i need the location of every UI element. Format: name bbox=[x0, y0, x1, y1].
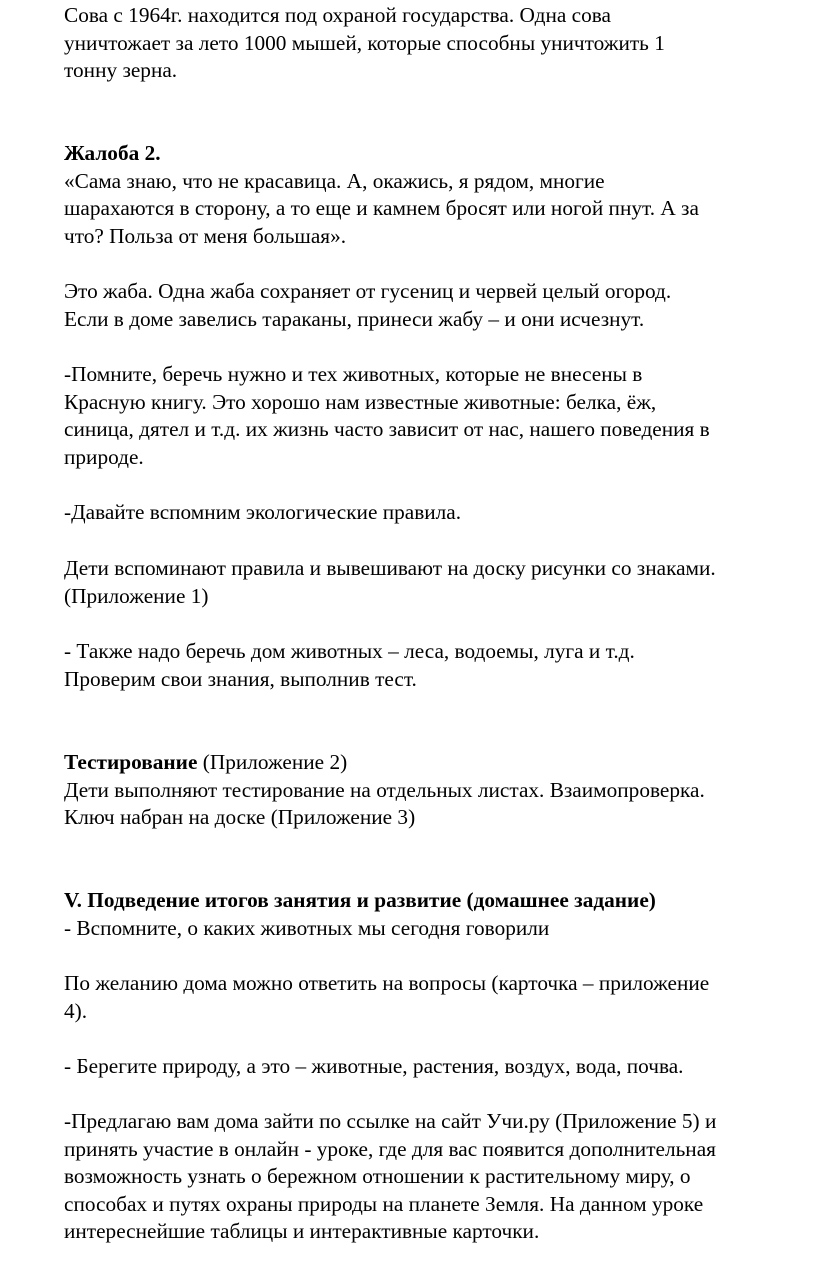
text-line: - Вспомните, о каких животных мы сегодня говорили bbox=[64, 915, 550, 940]
paragraph-toad bbox=[64, 278, 816, 333]
paragraph-uchi-ru bbox=[64, 1108, 816, 1246]
text-line: что? Польза от меня большая». bbox=[64, 223, 347, 248]
text-line: По желанию дома можно ответить на вопросы (карточка – приложение bbox=[64, 971, 710, 995]
paragraph-remember-animals bbox=[64, 361, 816, 471]
text-line: способах и путях охраны природы на планете Земля. На данном уроке bbox=[64, 1191, 704, 1216]
text-line: - Также надо беречь дом животных – леса, водоемы, луга и т.д. bbox=[64, 639, 635, 663]
text-line: интереснейшие таблицы и интерактивные карточки. bbox=[64, 1219, 540, 1244]
paragraph-complaint-2 bbox=[64, 140, 816, 250]
text-line: тонну зерна. bbox=[64, 58, 178, 83]
paragraph-homework-questions bbox=[64, 970, 816, 1025]
paragraph-owl bbox=[64, 2, 816, 85]
text-line: -Помните, беречь нужно и тех животных, которые не внесены в bbox=[64, 362, 643, 386]
text-line: -Давайте вспомним экологические правила. bbox=[64, 500, 462, 524]
text-line: уничтожает за лето 1000 мышей, которые способны уничтожить 1 bbox=[64, 30, 665, 55]
heading-suffix: (Приложение 2) bbox=[197, 750, 348, 774]
paragraph-children-rules bbox=[64, 555, 816, 610]
text-line: -Предлагаю вам дома зайти по ссылке на сайт Учи.ру (Приложение 5) и bbox=[64, 1109, 717, 1133]
section-heading: Жалоба 2. bbox=[64, 141, 161, 165]
text-line: Дети вспоминают правила и вывешивают на доску рисунки со знаками. bbox=[64, 556, 716, 580]
text-line: 4). bbox=[64, 998, 88, 1023]
paragraph-summary bbox=[64, 887, 816, 942]
section-heading: V. Подведение итогов занятия и развитие (домашнее задание) bbox=[64, 888, 656, 912]
text-line: природе. bbox=[64, 444, 144, 469]
text-line: (Приложение 1) bbox=[64, 583, 209, 608]
text-line: Дети выполняют тестирование на отдельных листах. Взаимопроверка. bbox=[64, 777, 705, 802]
paragraph-animal-homes bbox=[64, 638, 816, 693]
text-line: - Берегите природу, а это – животные, растения, воздух, вода, почва. bbox=[64, 1054, 684, 1078]
paragraph-testing bbox=[64, 749, 816, 832]
text-line: Ключ набран на доске (Приложение 3) bbox=[64, 805, 416, 830]
text-line: возможность узнать о бережном отношении к растительному миру, о bbox=[64, 1164, 691, 1189]
text-line: синица, дятел и т.д. их жизнь часто зависит от нас, нашего поведения в bbox=[64, 417, 710, 442]
paragraph-protect-nature bbox=[64, 1053, 816, 1081]
text-line: Это жаба. Одна жаба сохраняет от гусениц и червей целый огород. bbox=[64, 279, 672, 303]
text-line: Если в доме завелись тараканы, принеси жабу – и они исчезнут. bbox=[64, 306, 645, 331]
text-line: принять участие в онлайн - уроке, где для вас появится дополнительная bbox=[64, 1136, 716, 1161]
text-line: «Сама знаю, что не красавица. А, окажись, я рядом, многие bbox=[64, 168, 605, 193]
section-heading: Тестирование bbox=[64, 750, 198, 774]
text-line: шарахаются в сторону, а то еще и камнем бросят или ногой пнут. А за bbox=[64, 196, 699, 221]
text-line: Красную книгу. Это хорошо нам известные животные: белка, ёж, bbox=[64, 389, 657, 414]
text-line: Сова с 1964г. находится под охраной государства. Одна сова bbox=[64, 3, 611, 27]
paragraph-eco-rules bbox=[64, 499, 816, 527]
text-line: Проверим свои знания, выполнив тест. bbox=[64, 666, 417, 691]
